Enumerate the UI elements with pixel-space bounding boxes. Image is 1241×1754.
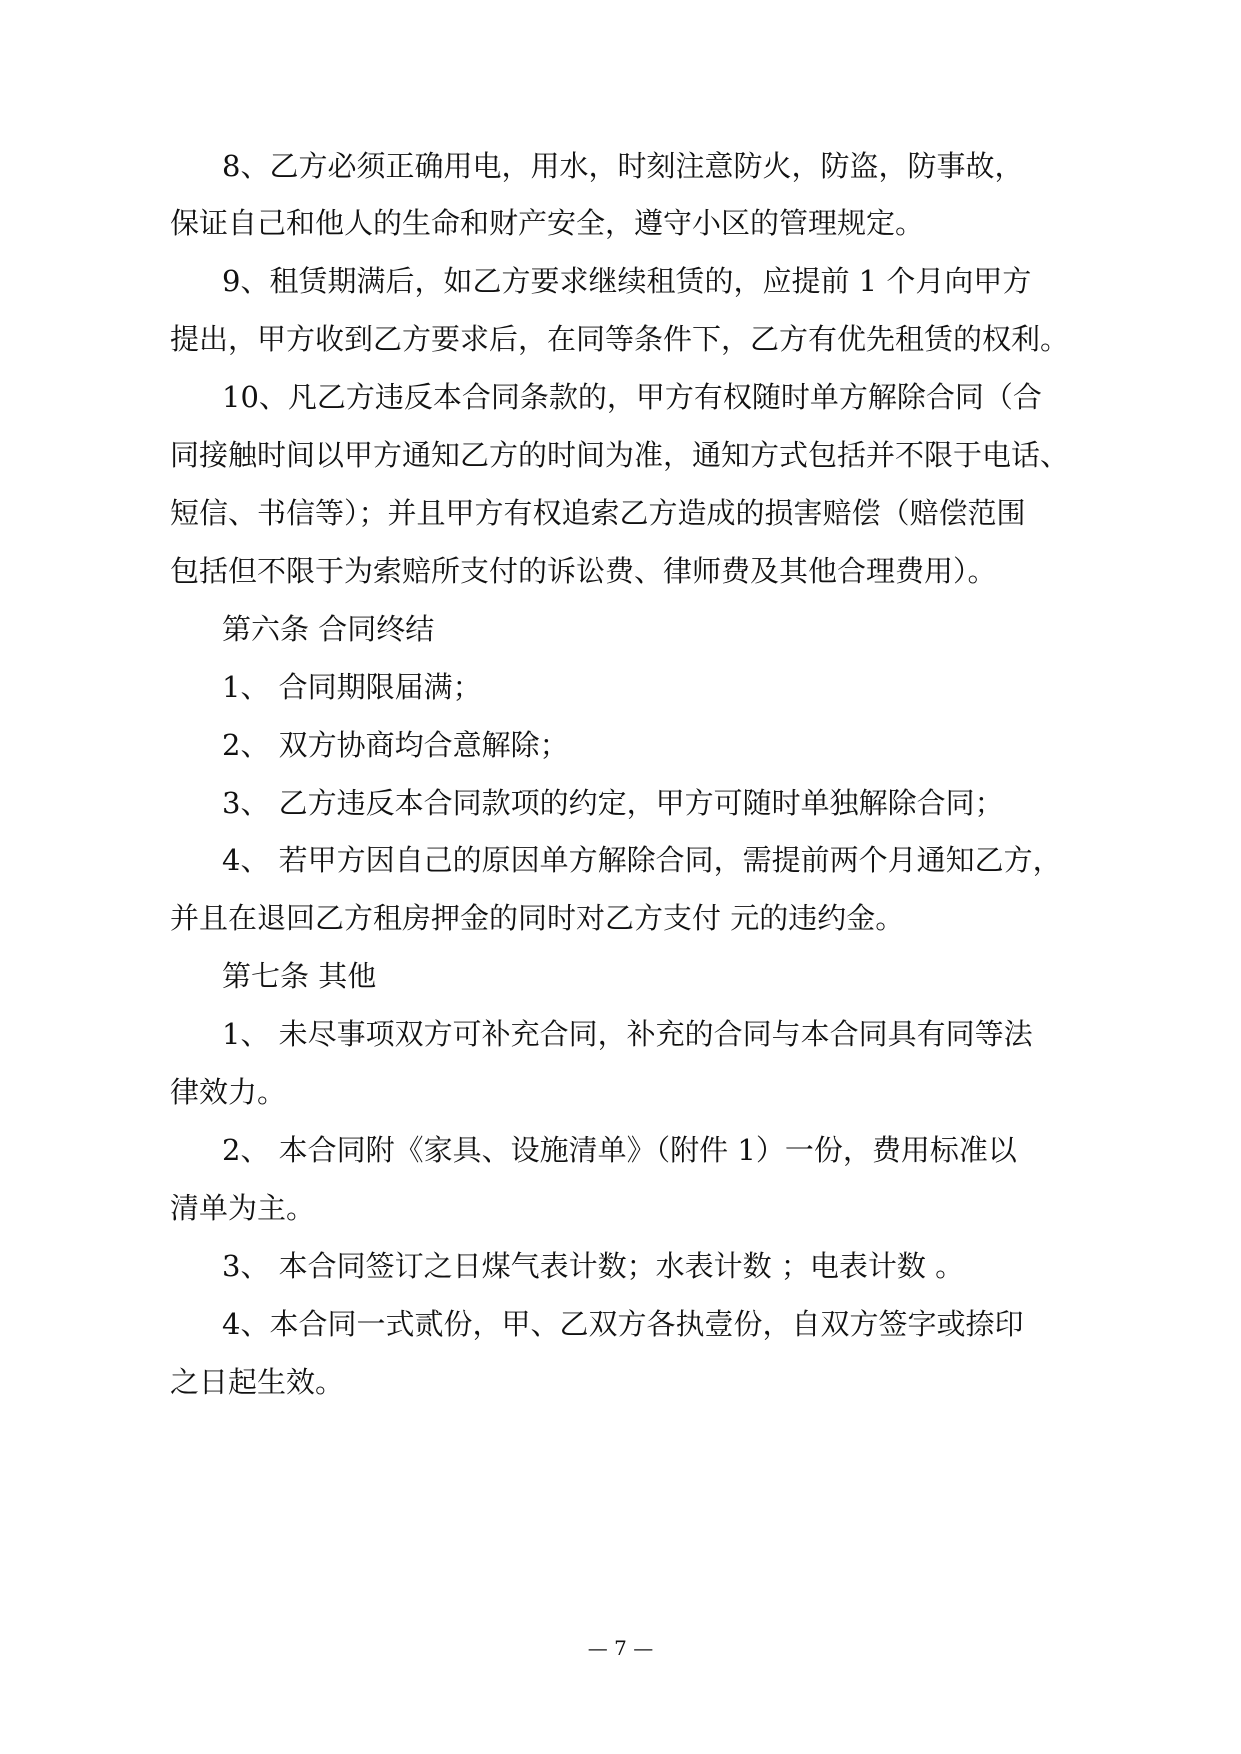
- text-line-13: 4、 若甲方因自己的原因单方解除合同，需提前两个月通知乙方，: [222, 843, 1062, 877]
- text-line-5: 10、凡乙方违反本合同条款的，甲方有权随时单方解除合同（合: [222, 380, 1042, 414]
- text-line-18: 2、 本合同附《家具、设施清单》（附件 1）一份，费用标准以: [222, 1133, 1017, 1167]
- text-line-21: 4、本合同一式贰份，甲、乙双方各执壹份，自双方签字或捺印: [222, 1307, 1024, 1341]
- text-line-4: 提出，甲方收到乙方要求后，在同等条件下，乙方有优先租赁的权利。: [170, 322, 1070, 356]
- text-line-1: 8、乙方必须正确用电，用水，时刻注意防火，防盗，防事故，: [222, 149, 1024, 183]
- section-heading-6: 第六条 合同终结: [222, 612, 435, 646]
- text-line-22: 之日起生效。: [170, 1365, 345, 1399]
- text-line-11: 2、 双方协商均合意解除；: [222, 728, 569, 762]
- text-line-2: 保证自己和他人的生命和财产安全，遵守小区的管理规定。: [170, 206, 925, 240]
- text-line-17: 律效力。: [170, 1075, 287, 1109]
- text-line-19: 清单为主。: [170, 1191, 316, 1225]
- text-line-12: 3、 乙方违反本合同款项的约定，甲方可随时单独解除合同；: [222, 786, 1004, 820]
- text-line-8: 包括但不限于为索赔所支付的诉讼费、律师费及其他合理费用）。: [170, 554, 997, 588]
- page-number: — 7 —: [587, 1636, 654, 1660]
- section-heading-7: 第七条 其他: [222, 959, 377, 993]
- text-line-10: 1、 合同期限届满；: [222, 670, 482, 704]
- text-line-20: 3、 本合同签订之日煤气表计数；水表计数 ；电表计数 。: [222, 1249, 965, 1283]
- text-line-14: 并且在退回乙方租房押金的同时对乙方支付 元的违约金。: [170, 901, 905, 935]
- text-line-7: 短信、书信等）；并且甲方有权追索乙方造成的损害赔偿（赔偿范围: [170, 496, 1026, 530]
- text-line-6: 同接触时间以甲方通知乙方的时间为准，通知方式包括并不限于电话、: [170, 438, 1070, 472]
- text-line-16: 1、 未尽事项双方可补充合同，补充的合同与本合同具有同等法: [222, 1017, 1033, 1051]
- text-line-3: 9、租赁期满后，如乙方要求继续租赁的，应提前 1 个月向甲方: [222, 264, 1032, 298]
